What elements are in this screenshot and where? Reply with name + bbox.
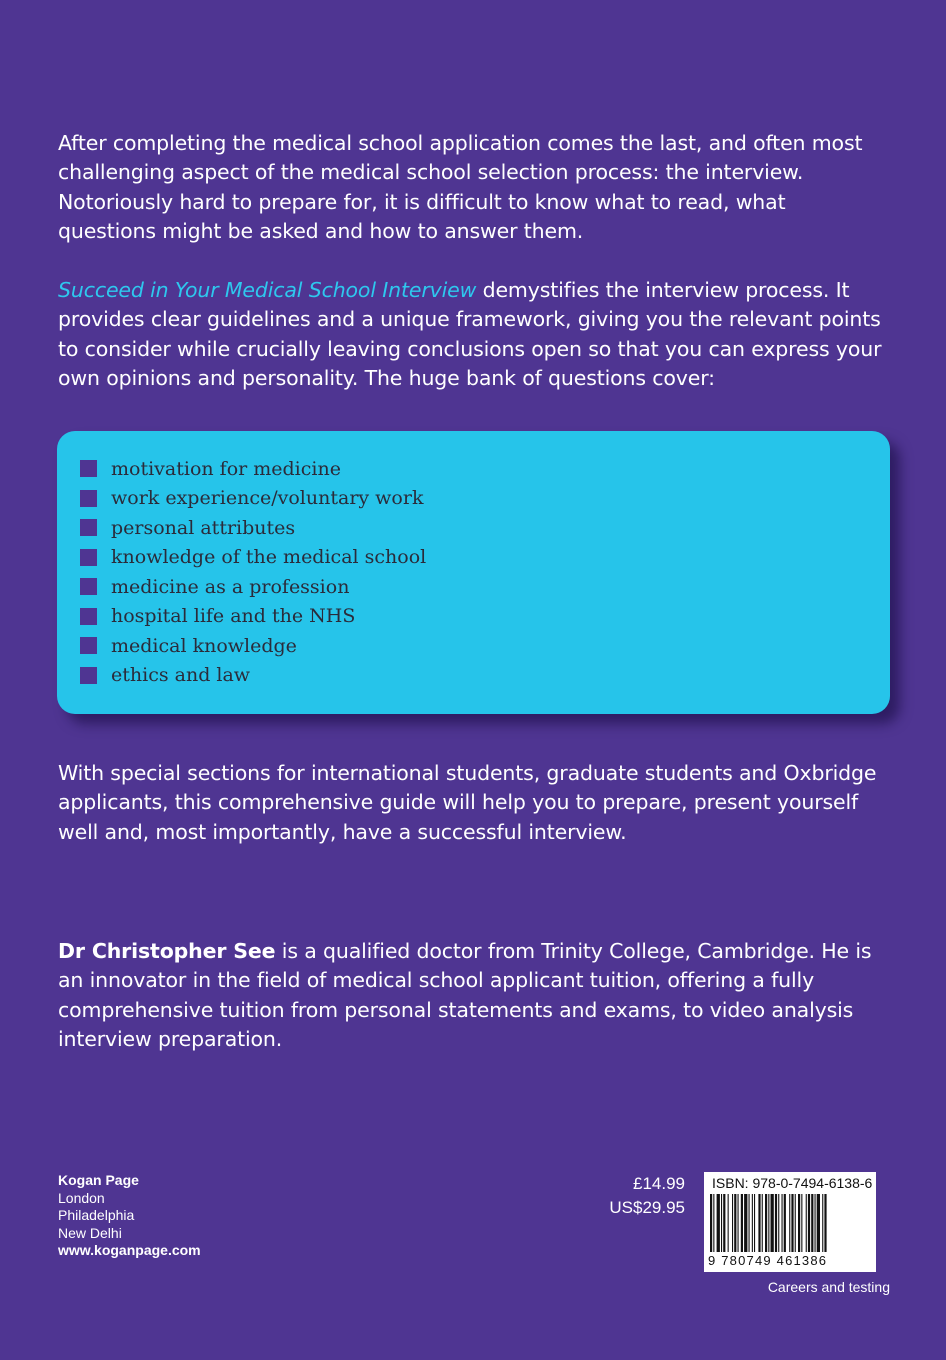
intro-paragraph xyxy=(58,129,888,246)
author-bio: is a qualified doctor from Trinity College, Cambridge. He is an innovator in the field of medical school applicant tuition, offering a fully comprehensive tuition from personal statements and exams, to video analysis interview preparation. xyxy=(58,939,872,1051)
barcode-bar xyxy=(723,1194,725,1252)
topic-item xyxy=(80,543,426,573)
topic-label: knowledge of the medical school xyxy=(111,546,427,569)
publisher-city: London xyxy=(58,1189,105,1206)
topic-item xyxy=(80,572,426,602)
barcode-bar xyxy=(721,1194,722,1252)
publisher-website: www.koganpage.com xyxy=(58,1242,201,1258)
barcode-bar xyxy=(741,1194,743,1252)
topic-label: ethics and law xyxy=(111,664,251,687)
square-bullet-icon xyxy=(80,578,97,595)
topic-label: medical knowledge xyxy=(111,634,297,657)
barcode-bar xyxy=(758,1194,760,1252)
barcode-bar xyxy=(782,1194,783,1252)
barcode-bar xyxy=(765,1194,767,1252)
barcode-bar xyxy=(752,1194,753,1252)
barcode-bar xyxy=(806,1194,807,1252)
square-bullet-icon xyxy=(80,519,97,536)
summary-paragraph xyxy=(58,759,888,847)
topic-item xyxy=(80,513,426,543)
author-paragraph xyxy=(58,937,888,1054)
barcode-bar xyxy=(801,1194,802,1252)
barcode-bar xyxy=(817,1194,820,1252)
topic-label: work experience/voluntary work xyxy=(111,487,424,510)
topic-label: motivation for medicine xyxy=(111,457,341,480)
topics-list xyxy=(80,454,426,690)
square-bullet-icon xyxy=(80,490,97,507)
publisher-city: Philadelphia xyxy=(58,1207,135,1223)
square-bullet-icon xyxy=(80,608,97,625)
topic-label: hospital life and the NHS xyxy=(111,605,356,628)
description-paragraph xyxy=(58,276,888,393)
barcode-bar xyxy=(768,1194,769,1252)
barcode-bar xyxy=(822,1194,823,1252)
barcode-bar xyxy=(778,1194,779,1252)
barcode-bar xyxy=(710,1194,712,1252)
barcode-bar xyxy=(732,1194,733,1252)
barcode-bar xyxy=(738,1194,739,1252)
barcode-bar xyxy=(771,1194,774,1252)
intro-text: After completing the medical school application comes the last, and often most challenging aspect of the medical school selection process: the interview. Notoriously hard to prepare for, it is difficult to know what to read, what questions might be asked and how to answer them. xyxy=(58,131,863,243)
barcode-bar xyxy=(762,1194,763,1252)
topic-item xyxy=(80,602,426,632)
isbn-label: ISBN: 978-0-7494-6138-6 xyxy=(712,1175,873,1191)
publisher-name: Kogan Page xyxy=(58,1172,139,1188)
barcode-bar xyxy=(713,1194,714,1252)
barcode-digits: 9 780749 461386 xyxy=(708,1253,828,1268)
publisher-city: New Delhi xyxy=(58,1224,122,1241)
topic-item xyxy=(80,631,426,661)
barcode-icon xyxy=(710,1194,870,1252)
topic-item xyxy=(80,454,426,484)
barcode-bar xyxy=(717,1194,720,1252)
barcode-bar xyxy=(775,1194,777,1252)
category-label: Careers and testing xyxy=(767,1279,890,1295)
author-name: Dr Christopher See xyxy=(58,939,276,963)
topic-item xyxy=(80,661,426,691)
barcode-bar xyxy=(754,1194,755,1252)
square-bullet-icon xyxy=(80,460,97,477)
price-usd: US$29.95 xyxy=(609,1198,685,1217)
price-block xyxy=(560,1172,685,1220)
isbn-barcode-box xyxy=(704,1172,876,1272)
square-bullet-icon xyxy=(80,637,97,654)
square-bullet-icon xyxy=(80,667,97,684)
description-text: demystifies the interview process. It provides clear guidelines and a unique framework, giving you the relevant points to consider while crucially leaving conclusions open so that you can express your own opinions and personality. The huge bank of questions cover: xyxy=(58,278,882,390)
barcode-bar xyxy=(808,1194,810,1252)
barcode-bar xyxy=(791,1194,793,1252)
barcode-bar xyxy=(815,1194,816,1252)
barcode-bar xyxy=(744,1194,747,1252)
barcode-bar xyxy=(798,1194,800,1252)
barcode-bar xyxy=(811,1194,813,1252)
barcode-bar xyxy=(789,1194,790,1252)
barcode-bar xyxy=(824,1194,826,1252)
book-title: Succeed in Your Medical School Interview xyxy=(58,278,477,302)
barcode-bar xyxy=(795,1194,796,1252)
barcode-bar xyxy=(728,1194,729,1252)
topic-label: personal attributes xyxy=(111,516,296,539)
price-gbp: £14.99 xyxy=(633,1174,685,1193)
barcode-bar xyxy=(784,1194,786,1252)
publisher-block xyxy=(58,1172,201,1260)
summary-text: With special sections for international students, graduate students and Oxbridge applicants, this comprehensive guide will help you to prepare, present yourself well and, most importantly, have a successful interview. xyxy=(58,761,877,844)
topic-label: medicine as a profession xyxy=(111,575,350,598)
topics-box xyxy=(57,431,890,714)
barcode-bar xyxy=(734,1194,736,1252)
topic-item xyxy=(80,484,426,514)
square-bullet-icon xyxy=(80,549,97,566)
barcode-bar xyxy=(749,1194,750,1252)
